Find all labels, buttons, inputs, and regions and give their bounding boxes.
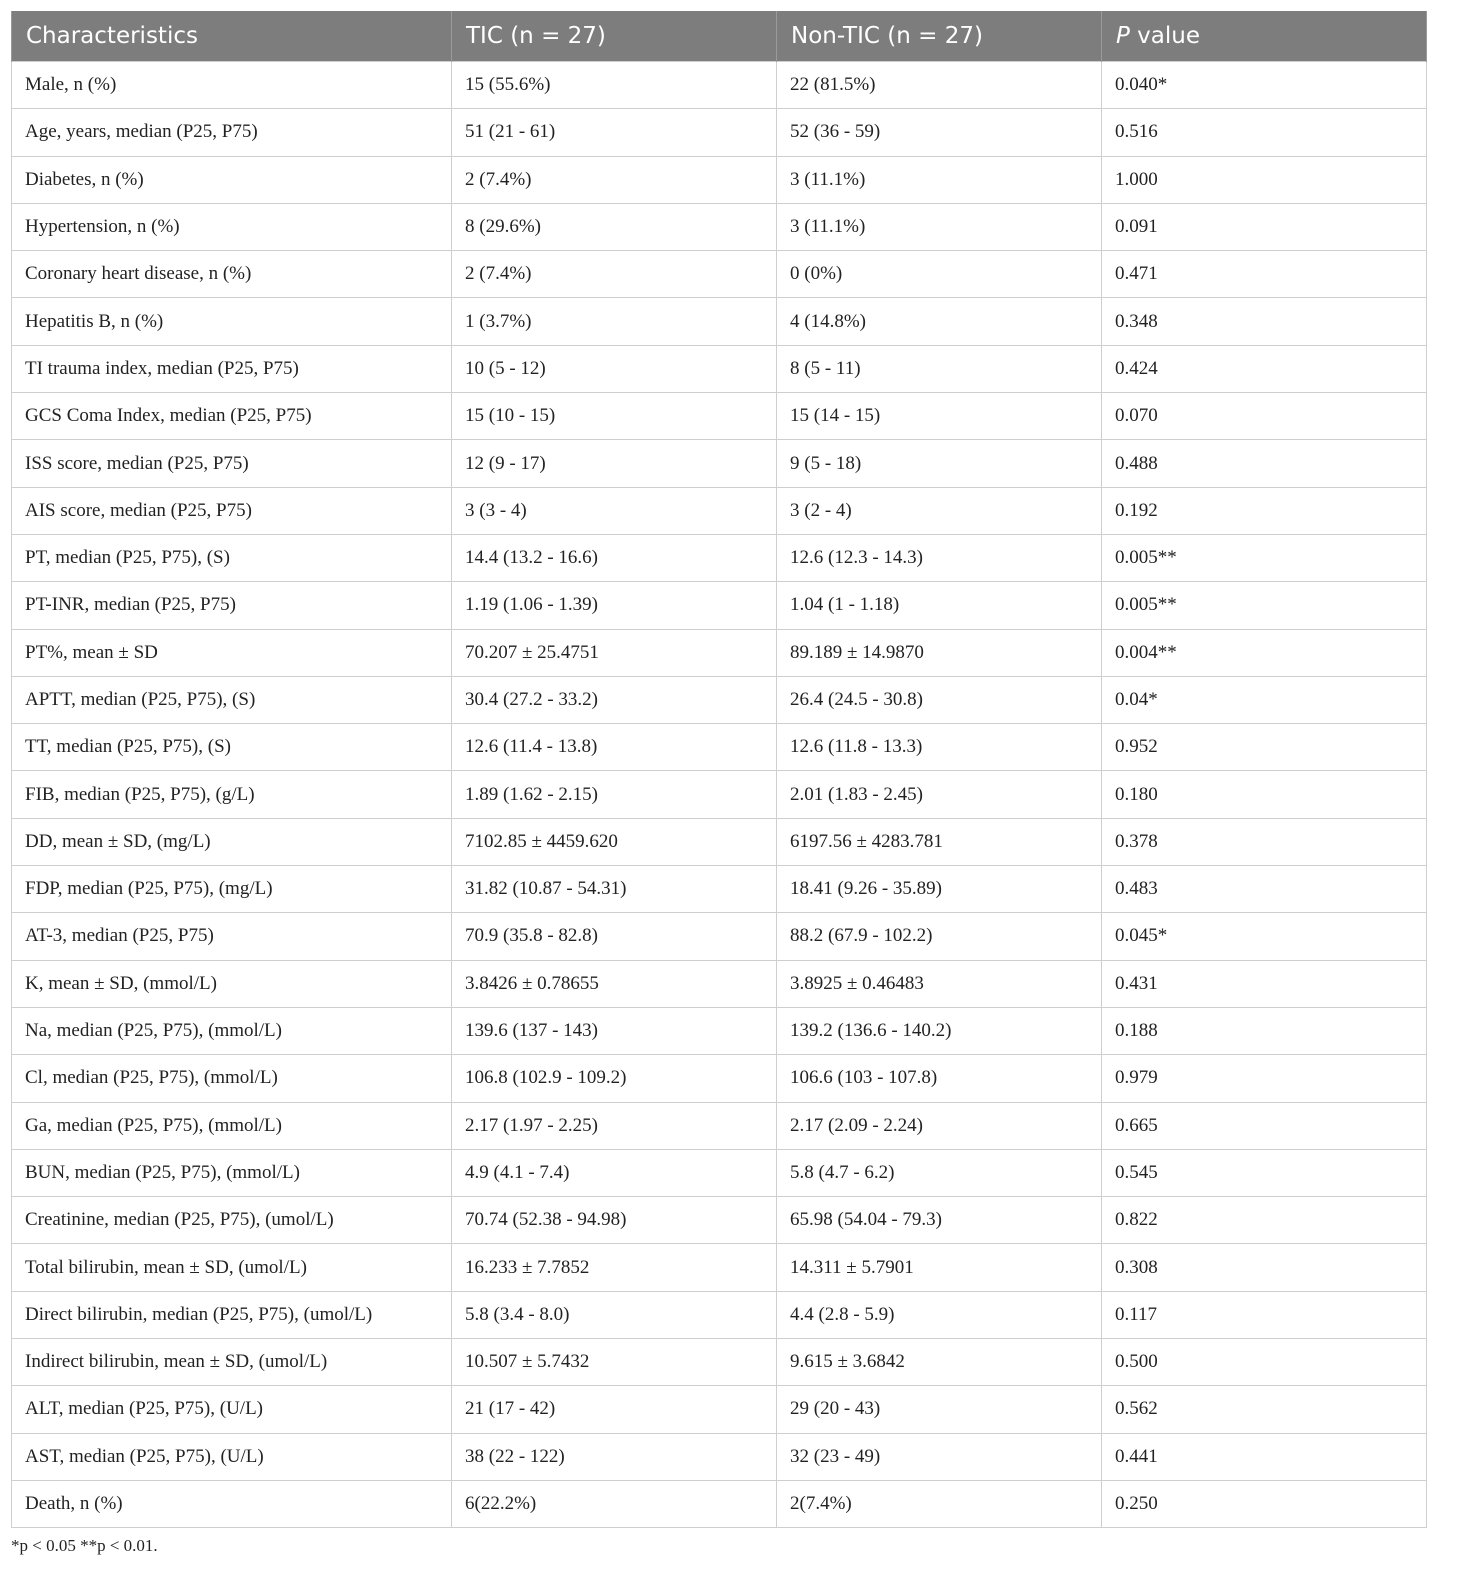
table-row: [12, 771, 1427, 818]
cell-non-tic: 9.615 ± 3.6842: [777, 1339, 1102, 1386]
cell-p-value: 0.431: [1102, 960, 1427, 1007]
cell-tic: 7102.85 ± 4459.620: [452, 818, 777, 865]
cell-tic: 106.8 (102.9 - 109.2): [452, 1055, 777, 1102]
cell-p-value: 0.979: [1102, 1055, 1427, 1102]
cell-p-value: 0.488: [1102, 440, 1427, 487]
cell-characteristic: FIB, median (P25, P75), (g/L): [12, 771, 452, 818]
cell-p-value: 0.471: [1102, 251, 1427, 298]
cell-p-value: 1.000: [1102, 156, 1427, 203]
cell-characteristic: K, mean ± SD, (mmol/L): [12, 960, 452, 1007]
cell-characteristic: PT, median (P25, P75), (S): [12, 534, 452, 581]
table-row: [12, 298, 1427, 345]
cell-p-value: 0.545: [1102, 1149, 1427, 1196]
cell-p-value: 0.188: [1102, 1007, 1427, 1054]
table-row: [12, 1102, 1427, 1149]
cell-tic: 14.4 (13.2 - 16.6): [452, 534, 777, 581]
table-row: [12, 109, 1427, 156]
table-row: [12, 1433, 1427, 1480]
cell-tic: 12 (9 - 17): [452, 440, 777, 487]
cell-characteristic: AT-3, median (P25, P75): [12, 913, 452, 960]
cell-p-value: 0.952: [1102, 724, 1427, 771]
cell-p-value: 0.117: [1102, 1291, 1427, 1338]
cell-non-tic: 106.6 (103 - 107.8): [777, 1055, 1102, 1102]
table-row: [12, 251, 1427, 298]
cell-non-tic: 18.41 (9.26 - 35.89): [777, 866, 1102, 913]
cell-non-tic: 3.8925 ± 0.46483: [777, 960, 1102, 1007]
cell-non-tic: 52 (36 - 59): [777, 109, 1102, 156]
cell-p-value: 0.180: [1102, 771, 1427, 818]
header-tic: TIC (n = 27): [452, 11, 777, 62]
cell-non-tic: 12.6 (12.3 - 14.3): [777, 534, 1102, 581]
table-row: [12, 818, 1427, 865]
cell-non-tic: 29 (20 - 43): [777, 1386, 1102, 1433]
cell-tic: 31.82 (10.87 - 54.31): [452, 866, 777, 913]
cell-tic: 1 (3.7%): [452, 298, 777, 345]
cell-tic: 139.6 (137 - 143): [452, 1007, 777, 1054]
cell-characteristic: AIS score, median (P25, P75): [12, 487, 452, 534]
cell-non-tic: 1.04 (1 - 1.18): [777, 582, 1102, 629]
cell-characteristic: Total bilirubin, mean ± SD, (umol/L): [12, 1244, 452, 1291]
cell-characteristic: TT, median (P25, P75), (S): [12, 724, 452, 771]
cell-tic: 5.8 (3.4 - 8.0): [452, 1291, 777, 1338]
cell-non-tic: 88.2 (67.9 - 102.2): [777, 913, 1102, 960]
table-row: [12, 582, 1427, 629]
table-row: [12, 1055, 1427, 1102]
cell-characteristic: Ga, median (P25, P75), (mmol/L): [12, 1102, 452, 1149]
cell-p-value: 0.378: [1102, 818, 1427, 865]
table-row: [12, 1007, 1427, 1054]
table-row: [12, 534, 1427, 581]
table-row: [12, 345, 1427, 392]
cell-p-value: 0.045*: [1102, 913, 1427, 960]
table-row: [12, 913, 1427, 960]
cell-characteristic: ISS score, median (P25, P75): [12, 440, 452, 487]
cell-non-tic: 0 (0%): [777, 251, 1102, 298]
cell-non-tic: 14.311 ± 5.7901: [777, 1244, 1102, 1291]
cell-p-value: 0.441: [1102, 1433, 1427, 1480]
cell-tic: 3 (3 - 4): [452, 487, 777, 534]
header-p-suffix: value: [1129, 23, 1201, 49]
cell-non-tic: 3 (11.1%): [777, 156, 1102, 203]
cell-p-value: 0.500: [1102, 1339, 1427, 1386]
cell-tic: 10 (5 - 12): [452, 345, 777, 392]
cell-tic: 2 (7.4%): [452, 251, 777, 298]
cell-non-tic: 2(7.4%): [777, 1480, 1102, 1527]
cell-characteristic: Direct bilirubin, median (P25, P75), (umol/L): [12, 1291, 452, 1338]
cell-characteristic: PT-INR, median (P25, P75): [12, 582, 452, 629]
cell-non-tic: 3 (11.1%): [777, 203, 1102, 250]
cell-p-value: 0.070: [1102, 393, 1427, 440]
cell-non-tic: 26.4 (24.5 - 30.8): [777, 676, 1102, 723]
table-row: [12, 62, 1427, 109]
table-row: [12, 393, 1427, 440]
cell-p-value: 0.424: [1102, 345, 1427, 392]
cell-p-value: 0.516: [1102, 109, 1427, 156]
cell-non-tic: 139.2 (136.6 - 140.2): [777, 1007, 1102, 1054]
cell-non-tic: 2.17 (2.09 - 2.24): [777, 1102, 1102, 1149]
table-row: [12, 1480, 1427, 1527]
cell-tic: 2 (7.4%): [452, 156, 777, 203]
cell-non-tic: 65.98 (54.04 - 79.3): [777, 1197, 1102, 1244]
cell-tic: 3.8426 ± 0.78655: [452, 960, 777, 1007]
cell-tic: 70.74 (52.38 - 94.98): [452, 1197, 777, 1244]
cell-tic: 4.9 (4.1 - 7.4): [452, 1149, 777, 1196]
cell-p-value: 0.04*: [1102, 676, 1427, 723]
cell-p-value: 0.665: [1102, 1102, 1427, 1149]
cell-characteristic: APTT, median (P25, P75), (S): [12, 676, 452, 723]
cell-non-tic: 2.01 (1.83 - 2.45): [777, 771, 1102, 818]
cell-non-tic: 4.4 (2.8 - 5.9): [777, 1291, 1102, 1338]
table-row: [12, 724, 1427, 771]
cell-non-tic: 3 (2 - 4): [777, 487, 1102, 534]
cell-tic: 15 (10 - 15): [452, 393, 777, 440]
cell-characteristic: TI trauma index, median (P25, P75): [12, 345, 452, 392]
cell-characteristic: ALT, median (P25, P75), (U/L): [12, 1386, 452, 1433]
cell-characteristic: Hypertension, n (%): [12, 203, 452, 250]
table-row: [12, 629, 1427, 676]
cell-non-tic: 6197.56 ± 4283.781: [777, 818, 1102, 865]
cell-characteristic: BUN, median (P25, P75), (mmol/L): [12, 1149, 452, 1196]
cell-characteristic: FDP, median (P25, P75), (mg/L): [12, 866, 452, 913]
header-characteristics: Characteristics: [12, 11, 452, 62]
cell-non-tic: 12.6 (11.8 - 13.3): [777, 724, 1102, 771]
table-body: [12, 62, 1427, 1528]
cell-characteristic: Creatinine, median (P25, P75), (umol/L): [12, 1197, 452, 1244]
cell-p-value: 0.005**: [1102, 582, 1427, 629]
cell-characteristic: Hepatitis B, n (%): [12, 298, 452, 345]
table-row: [12, 1244, 1427, 1291]
cell-non-tic: 8 (5 - 11): [777, 345, 1102, 392]
cell-non-tic: 22 (81.5%): [777, 62, 1102, 109]
table-row: [12, 1339, 1427, 1386]
cell-tic: 70.207 ± 25.4751: [452, 629, 777, 676]
table-row: [12, 156, 1427, 203]
characteristics-table: [11, 11, 1427, 1528]
cell-p-value: 0.192: [1102, 487, 1427, 534]
cell-tic: 38 (22 - 122): [452, 1433, 777, 1480]
cell-tic: 30.4 (27.2 - 33.2): [452, 676, 777, 723]
cell-characteristic: GCS Coma Index, median (P25, P75): [12, 393, 452, 440]
cell-characteristic: Age, years, median (P25, P75): [12, 109, 452, 156]
cell-p-value: 0.005**: [1102, 534, 1427, 581]
cell-tic: 1.19 (1.06 - 1.39): [452, 582, 777, 629]
cell-characteristic: Death, n (%): [12, 1480, 452, 1527]
table-row: [12, 440, 1427, 487]
cell-tic: 12.6 (11.4 - 13.8): [452, 724, 777, 771]
cell-non-tic: 89.189 ± 14.9870: [777, 629, 1102, 676]
cell-characteristic: AST, median (P25, P75), (U/L): [12, 1433, 452, 1480]
table-row: [12, 960, 1427, 1007]
cell-tic: 70.9 (35.8 - 82.8): [452, 913, 777, 960]
cell-p-value: 0.308: [1102, 1244, 1427, 1291]
table-row: [12, 866, 1427, 913]
cell-tic: 2.17 (1.97 - 2.25): [452, 1102, 777, 1149]
cell-characteristic: Cl, median (P25, P75), (mmol/L): [12, 1055, 452, 1102]
cell-non-tic: 4 (14.8%): [777, 298, 1102, 345]
cell-tic: 15 (55.6%): [452, 62, 777, 109]
table-row: [12, 1291, 1427, 1338]
cell-non-tic: 9 (5 - 18): [777, 440, 1102, 487]
cell-non-tic: 32 (23 - 49): [777, 1433, 1102, 1480]
cell-tic: 6(22.2%): [452, 1480, 777, 1527]
cell-characteristic: Diabetes, n (%): [12, 156, 452, 203]
footnote: *p < 0.05 **p < 0.01.: [11, 1536, 158, 1555]
cell-characteristic: Indirect bilirubin, mean ± SD, (umol/L): [12, 1339, 452, 1386]
header-p-italic: P: [1116, 23, 1130, 49]
cell-tic: 8 (29.6%): [452, 203, 777, 250]
cell-characteristic: Coronary heart disease, n (%): [12, 251, 452, 298]
cell-tic: 1.89 (1.62 - 2.15): [452, 771, 777, 818]
header-p-value: [1102, 11, 1427, 62]
table-header: [12, 11, 1427, 62]
cell-p-value: 0.483: [1102, 866, 1427, 913]
cell-p-value: 0.250: [1102, 1480, 1427, 1527]
cell-p-value: 0.822: [1102, 1197, 1427, 1244]
table-row: [12, 676, 1427, 723]
cell-p-value: 0.348: [1102, 298, 1427, 345]
table-row: [12, 487, 1427, 534]
cell-characteristic: Na, median (P25, P75), (mmol/L): [12, 1007, 452, 1054]
cell-non-tic: 5.8 (4.7 - 6.2): [777, 1149, 1102, 1196]
cell-characteristic: DD, mean ± SD, (mg/L): [12, 818, 452, 865]
cell-characteristic: Male, n (%): [12, 62, 452, 109]
cell-tic: 16.233 ± 7.7852: [452, 1244, 777, 1291]
table-row: [12, 1386, 1427, 1433]
table-row: [12, 1149, 1427, 1196]
cell-tic: 51 (21 - 61): [452, 109, 777, 156]
cell-non-tic: 15 (14 - 15): [777, 393, 1102, 440]
cell-tic: 21 (17 - 42): [452, 1386, 777, 1433]
cell-characteristic: PT%, mean ± SD: [12, 629, 452, 676]
cell-p-value: 0.091: [1102, 203, 1427, 250]
cell-p-value: 0.004**: [1102, 629, 1427, 676]
cell-p-value: 0.562: [1102, 1386, 1427, 1433]
cell-p-value: 0.040*: [1102, 62, 1427, 109]
table-row: [12, 203, 1427, 250]
table-row: [12, 1197, 1427, 1244]
header-non-tic: Non-TIC (n = 27): [777, 11, 1102, 62]
cell-tic: 10.507 ± 5.7432: [452, 1339, 777, 1386]
